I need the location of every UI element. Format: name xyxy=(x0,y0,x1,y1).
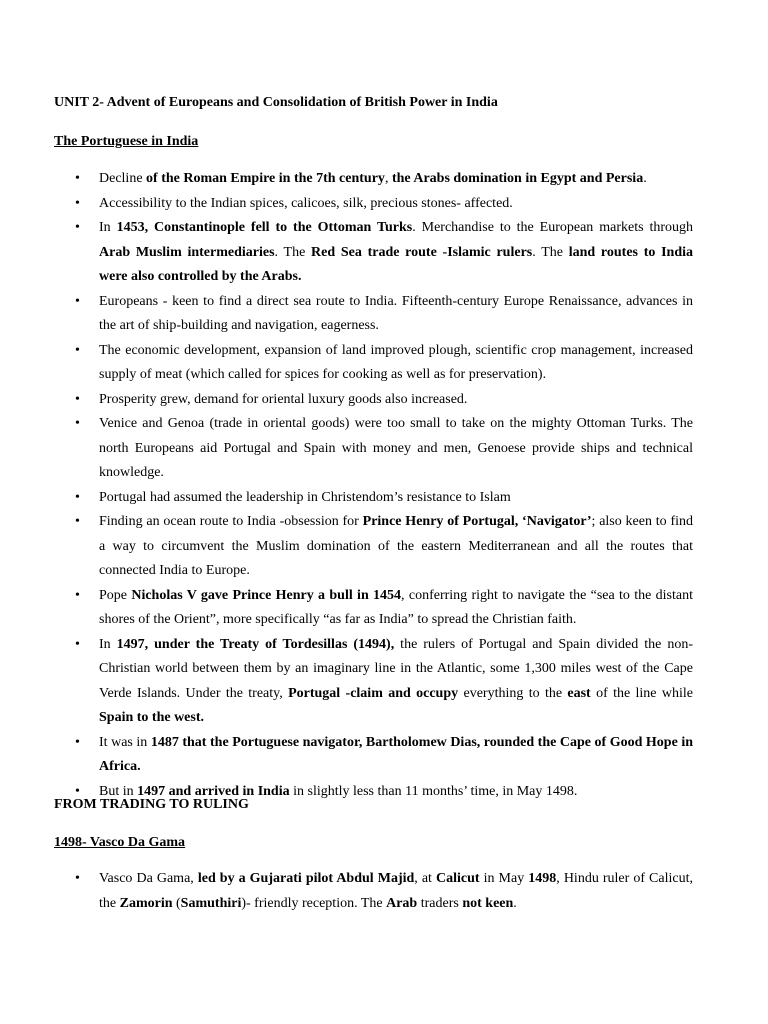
text: Finding an ocean route to India -obsession for xyxy=(99,514,363,529)
bullet-item xyxy=(0,510,693,584)
bullet-item xyxy=(0,216,693,290)
document-title: UNIT 2- Advent of Europeans and Consolidation of British Power in India xyxy=(54,95,498,110)
text: everything to the xyxy=(458,685,568,701)
bullet-icon: • xyxy=(75,636,80,652)
text: Prosperity grew, demand for oriental luxury goods also increased. xyxy=(99,391,468,407)
text: In xyxy=(99,220,117,235)
text: , xyxy=(384,171,392,186)
text: Venice and Genoa (trade in oriental goods) were too small to take on the mighty Ottoman Turks. The north Europeans aid Portugal and Spain with money and men, Genoese provide ships and technical knowledge. xyxy=(99,416,693,480)
bold-text: 1497 and arrived in India xyxy=(137,783,290,799)
bold-text: Portugal -claim and occupy xyxy=(288,685,459,701)
bullet-item xyxy=(0,388,693,413)
text: traders xyxy=(417,895,463,911)
text: , at xyxy=(414,871,436,886)
bullet-icon: • xyxy=(75,391,80,407)
text: It was in xyxy=(99,734,151,750)
bullet-icon: • xyxy=(75,489,80,505)
bullet-list-vasco-da-gama xyxy=(0,867,768,916)
bullet-icon: • xyxy=(75,734,80,750)
bold-text: Arab Muslim intermediaries xyxy=(99,244,275,260)
bullet-icon: • xyxy=(75,293,80,309)
bullet-item xyxy=(0,633,693,731)
bullet-icon: • xyxy=(75,587,80,603)
text: . The xyxy=(532,244,569,260)
bold-text: 1498 xyxy=(528,871,557,886)
bullet-icon: • xyxy=(75,171,80,186)
text: the rulers of Portugal and Spain divided the non-Christian world between them by an imaginary line in the Atlantic, some 1,300 miles west of the Cape Verde Islands. Under the treaty, xyxy=(99,636,693,701)
bullet-item xyxy=(0,192,693,217)
bullet-icon: • xyxy=(75,871,80,886)
bullet-item xyxy=(0,412,693,486)
bold-text: not keen xyxy=(462,895,514,911)
bold-text: 1497, under the Treaty of Tordesillas (1494), xyxy=(116,636,395,652)
text: Vasco Da Gama, xyxy=(99,871,198,886)
text: )- friendly reception. The xyxy=(241,895,387,911)
text: . xyxy=(513,895,517,911)
bold-text: of the Roman Empire in the 7th century xyxy=(146,171,385,186)
bold-text: east xyxy=(567,685,591,701)
bullet-item xyxy=(0,584,693,633)
bullet-icon: • xyxy=(75,220,80,235)
text: Accessibility to the Indian spices, calicoes, silk, precious stones- affected. xyxy=(99,195,513,211)
bold-text: Nicholas V gave Prince Henry a bull in 1454 xyxy=(131,587,402,603)
section-heading-trading-to-ruling: FROM TRADING TO RULING xyxy=(54,797,249,812)
bullet-list-portuguese xyxy=(0,167,768,804)
section-heading-portuguese: The Portuguese in India xyxy=(54,134,199,149)
bold-text: land routes to India were also controlled by the Arabs. xyxy=(99,244,694,284)
bullet-item xyxy=(0,167,693,192)
text: Pope xyxy=(99,587,132,603)
text: Europeans - keen to find a direct sea route to India. Fifteenth-century Europe Renaissance, advances in the art of ship-building and navigation, eagerness. xyxy=(99,293,693,333)
text: , Hindu ruler of Calicut, the xyxy=(99,871,693,911)
bullet-item xyxy=(0,731,693,780)
bold-text: led by a Gujarati pilot Abdul Majid xyxy=(197,871,415,886)
text: But in xyxy=(99,783,138,799)
bullet-icon: • xyxy=(75,342,80,358)
text: . xyxy=(643,171,647,186)
bold-text: Samuthiri xyxy=(180,895,242,911)
text: In xyxy=(99,636,117,652)
text: . The xyxy=(274,244,312,260)
bullet-icon: • xyxy=(75,416,80,431)
text: of the line while xyxy=(590,685,693,701)
bullet-icon: • xyxy=(75,514,80,529)
bold-text: Spain to the west. xyxy=(99,710,205,725)
bullet-item xyxy=(0,486,693,511)
bold-text: Prince Henry of Portugal, ‘Navigator’ xyxy=(362,514,592,529)
text: ; also keen to find a way to circumvent the Muslim domination of the eastern Mediterranean and all the routes that connected India to Europe. xyxy=(99,514,694,578)
bullet-icon: • xyxy=(75,783,80,799)
bold-text: Arab xyxy=(386,895,418,911)
bold-text: Red Sea trade route -Islamic rulers xyxy=(311,244,533,260)
text: , conferring right to navigate the “sea to the distant shores of the Orient”, more specifically “as far as India” to spread the Christian faith. xyxy=(99,587,694,627)
text: . Merchandise to the European markets through xyxy=(412,220,693,235)
bold-text: the Arabs domination in Egypt and Persia xyxy=(391,171,644,186)
bullet-icon: • xyxy=(75,195,80,211)
text: in May xyxy=(479,871,529,886)
text: ( xyxy=(172,895,181,911)
bullet-item xyxy=(0,290,693,339)
section-heading-vasco-da-gama: 1498- Vasco Da Gama xyxy=(54,835,186,850)
bullet-item xyxy=(0,339,693,388)
bullet-item xyxy=(0,867,693,916)
bold-text: 1453, Constantinople fell to the Ottoman Turks xyxy=(116,220,413,235)
bold-text: Zamorin xyxy=(119,895,173,911)
bold-text: Calicut xyxy=(436,871,480,886)
text: The economic development, expansion of land improved plough, scientific crop management, increased supply of meat (which called for spices for cooking as well as for preservation). xyxy=(99,342,693,382)
bold-text: 1487 that the Portuguese navigator, Bartholomew Dias, rounded the Cape of Good Hope in Africa. xyxy=(99,734,694,774)
text: Portugal had assumed the leadership in Christendom’s resistance to Islam xyxy=(99,489,511,505)
text: Decline xyxy=(99,171,147,186)
text: in slightly less than 11 months’ time, in May 1498. xyxy=(289,783,578,799)
